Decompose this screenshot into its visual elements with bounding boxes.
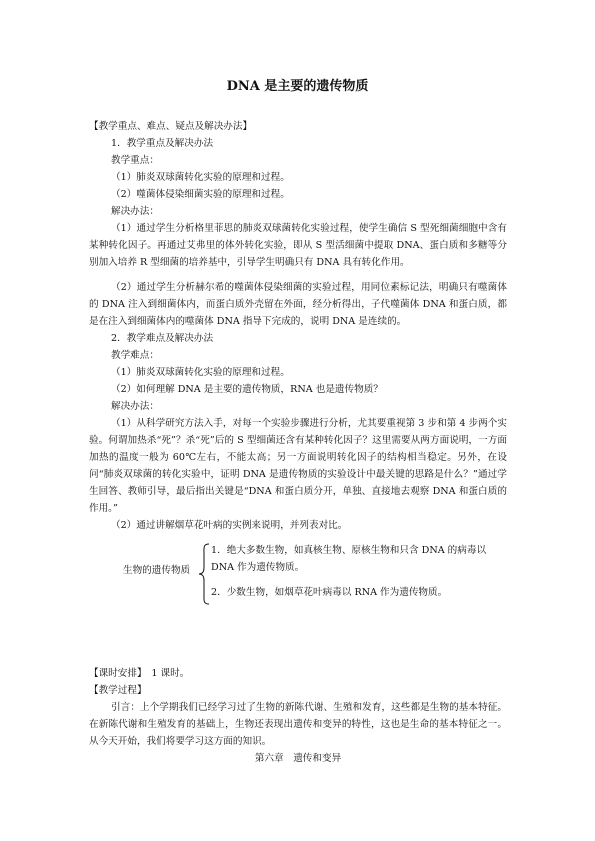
- solution-paragraph-3: （1）从科学研究方法入手，对每一个实验步骤进行分析，尤其要重视第 3 步和第 4 步两个实验。何谓加热杀“死”？杀“死”后的 S 型细菌还含有某种转化因子？这里需要从两方面说明，一方面加热的温度一般为 60℃左右，不能太高；另一方面说明转化因子的结构相当稳定。另外，在设问“肺炎双球菌的转化实验中，证明 DNA 是遗传物质的实验设计中最关键的思路是什么？”通过学生回答、教师引导，最后指出关键是“DNA 和蛋白质分开，单独、直接地去观察 DNA 和蛋白质的作用。”: [89, 418, 507, 514]
- lower-content: [89, 665, 507, 767]
- diagram-item-2: 2．少数生物，如烟草花叶病毒以 RNA 作为遗传物质。: [211, 587, 448, 598]
- solution-paragraph-4: （2）通过讲解烟草花叶病的实例来说明，并列表对比。: [111, 520, 348, 531]
- subheading-difficulties: 2．教学难点及解决办法: [111, 333, 214, 344]
- chapter-title: 第六章 遗传和变异: [254, 753, 342, 764]
- label-solution-1: 解决办法：: [111, 206, 159, 217]
- label-solution-2: 解决办法：: [111, 401, 159, 412]
- curly-brace-icon: [197, 542, 211, 606]
- schedule-line: 【课时安排】 1 课时。: [89, 668, 190, 679]
- process-heading: 【教学过程】: [89, 685, 147, 696]
- solution-paragraph-1: （1）通过学生分析格里菲思的肺炎双球菌转化实验过程，使学生确信 S 型死细菌细胞中含有某种转化因子。再通过艾弗里的体外转化实验，即从 S 型活细菌中提取 DNA、蛋白质和多糖等分别加入培养 R 型细菌的培养基中，引导学生明确只有 DNA 具有转化作用。: [89, 223, 507, 268]
- page-title: DNA 是主要的遗传物质: [226, 79, 369, 94]
- diagram-label: 生物的遗传物质: [123, 565, 191, 576]
- genetic-material-diagram: [89, 542, 507, 606]
- label-key-points: 教学重点：: [111, 155, 159, 166]
- label-difficulties: 教学难点：: [111, 350, 159, 361]
- subheading-key-points: 1．教学重点及解决办法: [111, 138, 214, 149]
- difficulty-2: （2）如何理解 DNA 是主要的遗传物质，RNA 也是遗传物质？: [111, 384, 383, 395]
- intro-paragraph: 引言：上个学期我们已经学习过了生物的新陈代谢、生殖和发育，这些都是生物的基本特征。在新陈代谢和生殖发育的基础上，生物还表现出遗传和变异的特性，这也是生命的基本特征之一。从今天开始，我们将要学习这方面的知识。: [89, 702, 507, 747]
- main-content: [89, 118, 507, 606]
- difficulty-1: （1）肺炎双球菌转化实验的原理和过程。: [111, 367, 290, 378]
- key-point-2: （2）噬菌体侵染细菌实验的原理和过程。: [111, 189, 290, 200]
- key-point-1: （1）肺炎双球菌转化实验的原理和过程。: [111, 172, 290, 183]
- diagram-item-1: 1．绝大多数生物，如真核生物、原核生物和只含 DNA 的病毒以 DNA 作为遗传物质。: [211, 545, 487, 573]
- solution-paragraph-2: （2）通过学生分析赫尔希的噬菌体侵染细菌的实验过程，用同位素标记法，明确只有噬菌体的 DNA 注入到细菌体内，而蛋白质外壳留在外面，经分析得出，子代噬菌体 DNA 和蛋白质，都是在注入到细菌体内的噬菌体 DNA 指导下完成的，说明 DNA 是连续的。: [89, 282, 507, 327]
- section-heading: 【教学重点、难点、疑点及解决办法】: [89, 121, 253, 132]
